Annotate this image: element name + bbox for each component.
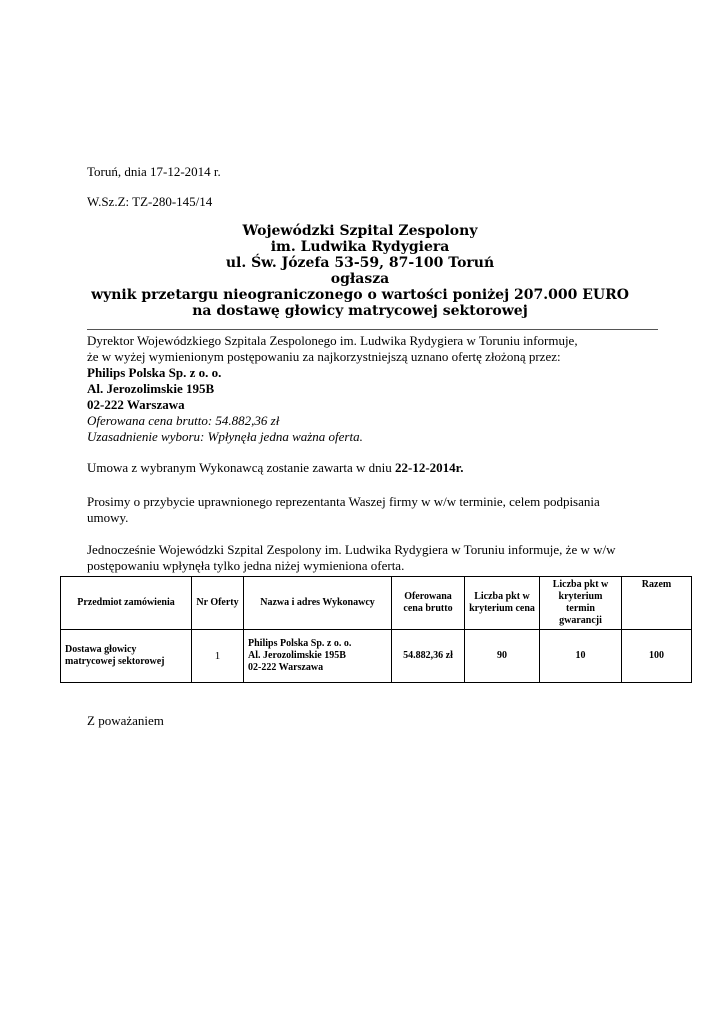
cell-points-warranty: 10 [540,630,622,683]
contract-text: Umowa z wybranym Wykonawcą zostanie zawarta w dniu [87,460,395,475]
contract-date: 22-12-2014r. [394,460,464,475]
tender-result-title: wynik przetargu nieograniczonego o wartości poniżej 207.000 EURO [91,287,629,303]
cell-contractor [244,630,392,683]
justification: Uzasadnienie wyboru: Wpłynęła jedna ważna oferta. [87,429,363,444]
table-header-row [61,577,692,630]
table-row [61,630,692,683]
header-subject: Przedmiot zamówienia [61,577,192,630]
divider [87,329,658,330]
tender-subject-title: na dostawę głowicy matrycowej sektorowej [192,303,528,319]
contractor-street: Al. Jerozolimskie 195B [248,650,346,661]
info-line-1: Jednocześnie Wojewódzki Szpital Zespolony im. Ludwika Rydygiera w Toruniu informuje, że w w/w [87,542,616,557]
info-line-2: postępowaniu wpłynęła tylko jedna niżej wymieniona oferta. [87,558,405,573]
cell-points-price: 90 [465,630,540,683]
hospital-address: ul. Św. Józefa 53-59, 87-100 Toruń [225,255,495,271]
request-line-2: umowy. [87,510,129,525]
winner-city: 02-222 Warszawa [87,397,185,412]
request-line-1: Prosimy o przybycie uprawnionego reprezentanta Waszej firmy w w/w terminie, celem podpisania [87,494,600,509]
cell-offer-no: 1 [192,630,244,683]
winner-street: Al. Jerozolimskie 195B [87,381,215,396]
offered-price: Oferowana cena brutto: 54.882,36 zł [87,413,280,428]
cell-price: 54.882,36 zł [392,630,465,683]
hospital-name: Wojewódzki Szpital Zespolony [242,223,478,239]
contractor-name: Philips Polska Sp. z o. o. [248,638,352,649]
place-date: Toruń, dnia 17-12-2014 r. [87,164,221,179]
header-points-warranty: Liczba pkt w kryterium termin gwarancji [540,577,622,630]
contractor-city: 02-222 Warszawa [248,662,324,673]
reference-number: W.Sz.Z: TZ-280-145/14 [87,194,213,209]
header-offer-no: Nr Oferty [192,577,244,630]
closing-salutation: Z poważaniem [87,713,164,728]
header-contractor: Nazwa i adres Wykonawcy [244,577,392,630]
header-points-price: Liczba pkt w kryterium cena [465,577,540,630]
intro-line-1: Dyrektor Wojewódzkiego Szpitala Zespolonego im. Ludwika Rydygiera w Toruniu informuje, [87,333,578,348]
winner-name: Philips Polska Sp. z o. o. [87,365,222,380]
header-price: Oferowana cena brutto [392,577,465,630]
cell-subject: Dostawa głowicy matrycowej sektorowej [61,630,192,683]
intro-line-2: że w wyżej wymienionym postępowaniu za najkorzystniejszą uznano ofertę złożoną przez: [87,349,561,364]
header-total: Razem [622,577,692,630]
contract-statement [87,460,463,476]
announces-label: ogłasza [330,271,390,287]
hospital-patron: im. Ludwika Rydygiera [270,239,450,255]
cell-total: 100 [622,630,692,683]
results-table [60,576,692,683]
